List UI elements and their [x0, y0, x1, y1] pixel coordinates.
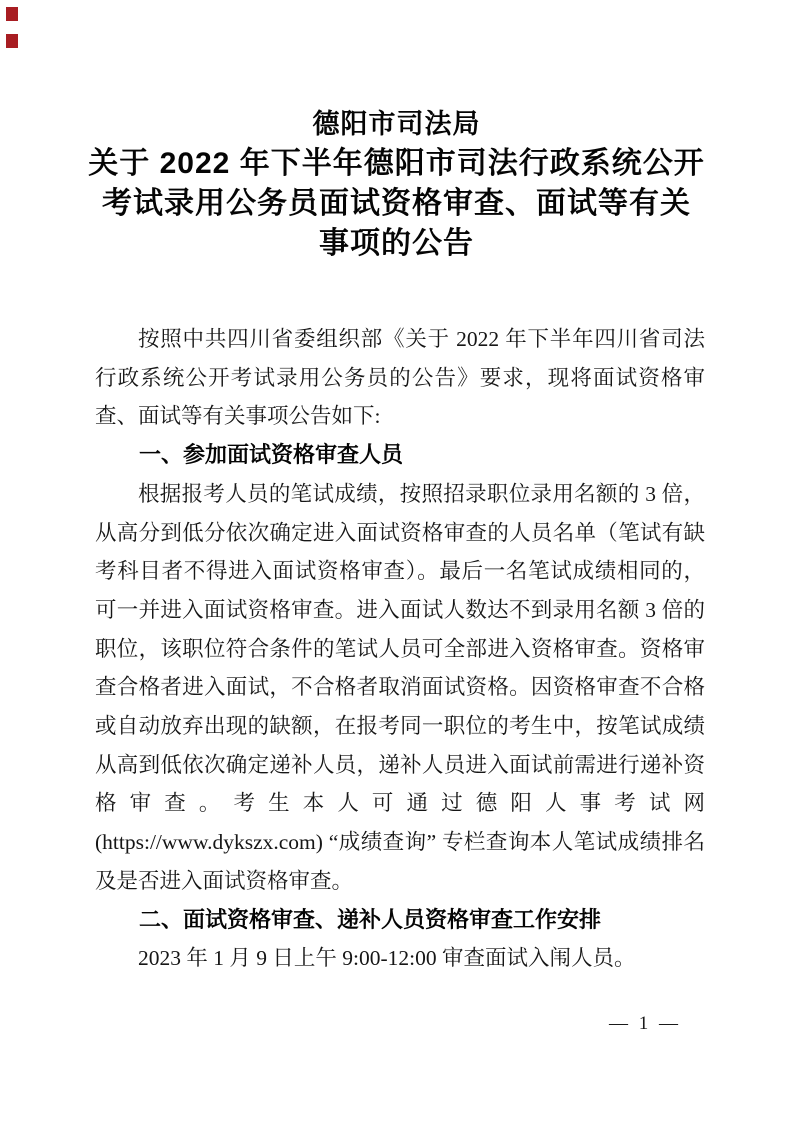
- section-heading-2: 二、面试资格审查、递补人员资格审查工作安排: [139, 906, 602, 932]
- section-heading-1: 一、参加面试资格审查人员: [139, 442, 404, 468]
- page-number: — 1 —: [609, 1013, 681, 1034]
- document-body: [0, 320, 793, 978]
- section-1-paragraph: 根据报考人员的笔试成绩，按照招录职位录用名额的 3 倍，从高分到低分依次确定进入面试资格审查的人员名单（笔试有缺考科目者不得进入面试资格审查）。最后一名笔试成绩相同的，可一并进入面试资格审查。进入面试人数达不到录用名额 3 倍的职位，该职位符合条件的笔试人员可全部进入资格审查。资格审查合格者进入面试，不合格者取消面试资格。因资格审查不合格或自动放弃出现的缺额，在报考同一职位的考生中，按笔试成绩从高到低依次确定递补人员，递补人员进入面试前需进行递补资格审查。考生本人可通过德阳人事考试网(https://www.dykszx.com) “成绩查询” 专栏查询本人笔试成绩排名及是否进入面试资格审查。: [95, 481, 705, 893]
- red-scan-mark-bottom: [6, 34, 18, 48]
- document-title: [0, 0, 793, 264]
- title-line-3: 考试录用公务员面试资格审查、面试等有关: [102, 187, 691, 220]
- intro-paragraph: 按照中共四川省委组织部《关于 2022 年下半年四川省司法行政系统公开考试录用公务员的公告》要求，现将面试资格审查、面试等有关事项公告如下:: [95, 327, 705, 429]
- red-scan-mark-top: [6, 7, 18, 21]
- title-line-4: 事项的公告: [319, 227, 474, 260]
- title-issuer-line: 德阳市司法局: [312, 109, 481, 139]
- title-line-2: 关于 2022 年下半年德阳市司法行政系统公开: [88, 147, 705, 180]
- section-2-paragraph: 2023 年 1 月 9 日上午 9:00-12:00 审查面试入闱人员。: [138, 946, 636, 971]
